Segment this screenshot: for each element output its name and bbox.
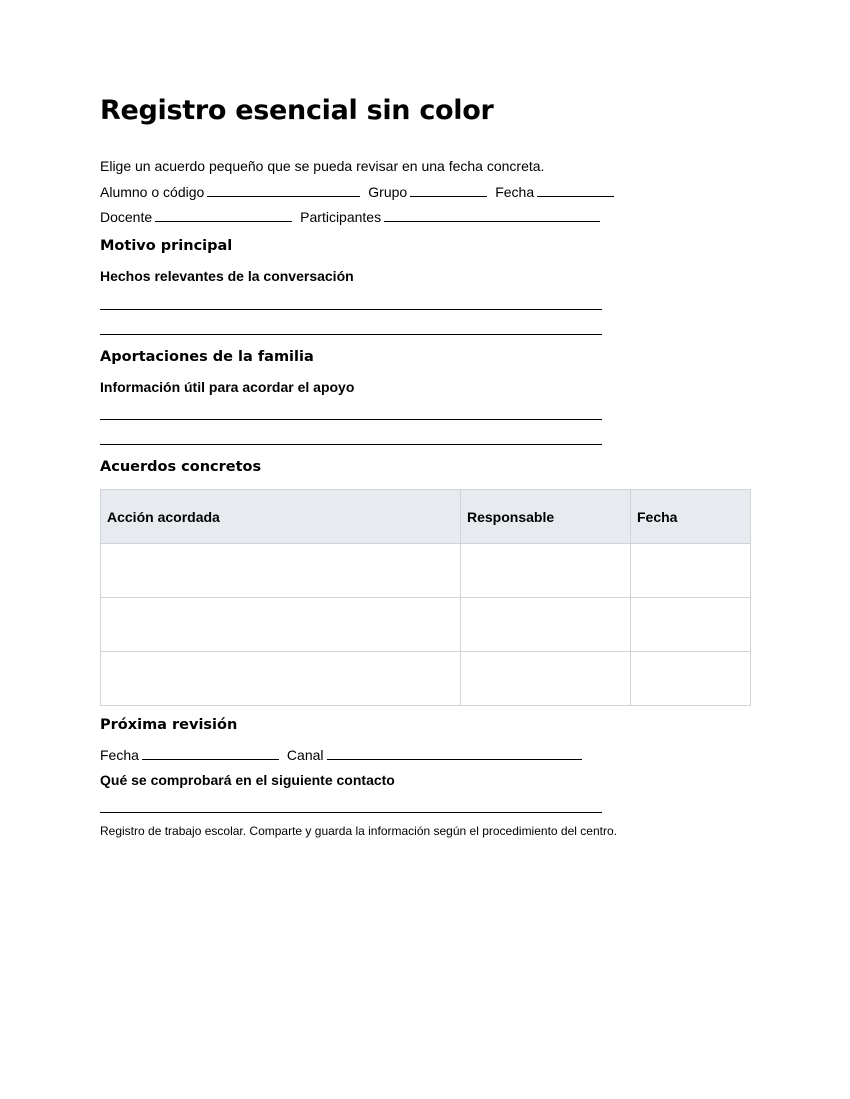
cell-responsable[interactable] xyxy=(461,598,631,652)
footer-note: Registro de trabajo escolar. Comparte y guarda la información según el procedimiento del centro. xyxy=(100,824,617,838)
cell-accion[interactable] xyxy=(101,598,461,652)
grupo-blank[interactable] xyxy=(410,184,487,197)
aportaciones-line-2[interactable] xyxy=(100,444,602,445)
cell-fecha[interactable] xyxy=(631,598,751,652)
table-row xyxy=(101,598,751,652)
table-row xyxy=(101,544,751,598)
revision-fecha-label: Fecha xyxy=(100,747,139,763)
docente-blank[interactable] xyxy=(155,209,292,222)
docente-label: Docente xyxy=(100,209,153,225)
alumno-blank[interactable] xyxy=(207,184,360,197)
fecha-label: Fecha xyxy=(495,184,535,200)
revision-fields-row xyxy=(100,746,590,764)
revision-line-1[interactable] xyxy=(100,812,602,813)
motivo-line-1[interactable] xyxy=(100,309,602,310)
cell-responsable[interactable] xyxy=(461,544,631,598)
motivo-prompt: Hechos relevantes de la conversación xyxy=(100,268,354,284)
revision-canal-blank[interactable] xyxy=(327,747,582,760)
page-title: Registro esencial sin color xyxy=(100,95,494,126)
header-fields-row-1 xyxy=(100,183,622,201)
fecha-blank[interactable] xyxy=(537,184,614,197)
cell-accion[interactable] xyxy=(101,544,461,598)
alumno-label: Alumno o código xyxy=(100,184,205,200)
header-fields-row-2 xyxy=(100,208,608,226)
revision-fecha-blank[interactable] xyxy=(142,747,279,760)
revision-canal-label: Canal xyxy=(286,747,324,763)
table-row xyxy=(101,652,751,706)
intro-text: Elige un acuerdo pequeño que se pueda revisar en una fecha concreta. xyxy=(100,158,545,174)
participantes-blank[interactable] xyxy=(384,209,600,222)
grupo-label: Grupo xyxy=(368,184,408,200)
table-header-row xyxy=(101,490,751,544)
acuerdos-heading: Acuerdos concretos xyxy=(100,459,262,475)
column-header-accion: Acción acordada xyxy=(101,490,461,544)
aportaciones-heading: Aportaciones de la familia xyxy=(100,349,314,365)
cell-fecha[interactable] xyxy=(631,544,751,598)
cell-responsable[interactable] xyxy=(461,652,631,706)
column-header-responsable: Responsable xyxy=(461,490,631,544)
agreements-table xyxy=(100,489,751,706)
column-header-fecha: Fecha xyxy=(631,490,751,544)
cell-fecha[interactable] xyxy=(631,652,751,706)
participantes-label: Participantes xyxy=(300,209,382,225)
aportaciones-prompt: Información útil para acordar el apoyo xyxy=(100,379,355,395)
aportaciones-line-1[interactable] xyxy=(100,419,602,420)
cell-accion[interactable] xyxy=(101,652,461,706)
motivo-line-2[interactable] xyxy=(100,334,602,335)
motivo-heading: Motivo principal xyxy=(100,238,233,254)
revision-prompt: Qué se comprobará en el siguiente contacto xyxy=(100,772,395,788)
revision-heading: Próxima revisión xyxy=(100,717,238,733)
